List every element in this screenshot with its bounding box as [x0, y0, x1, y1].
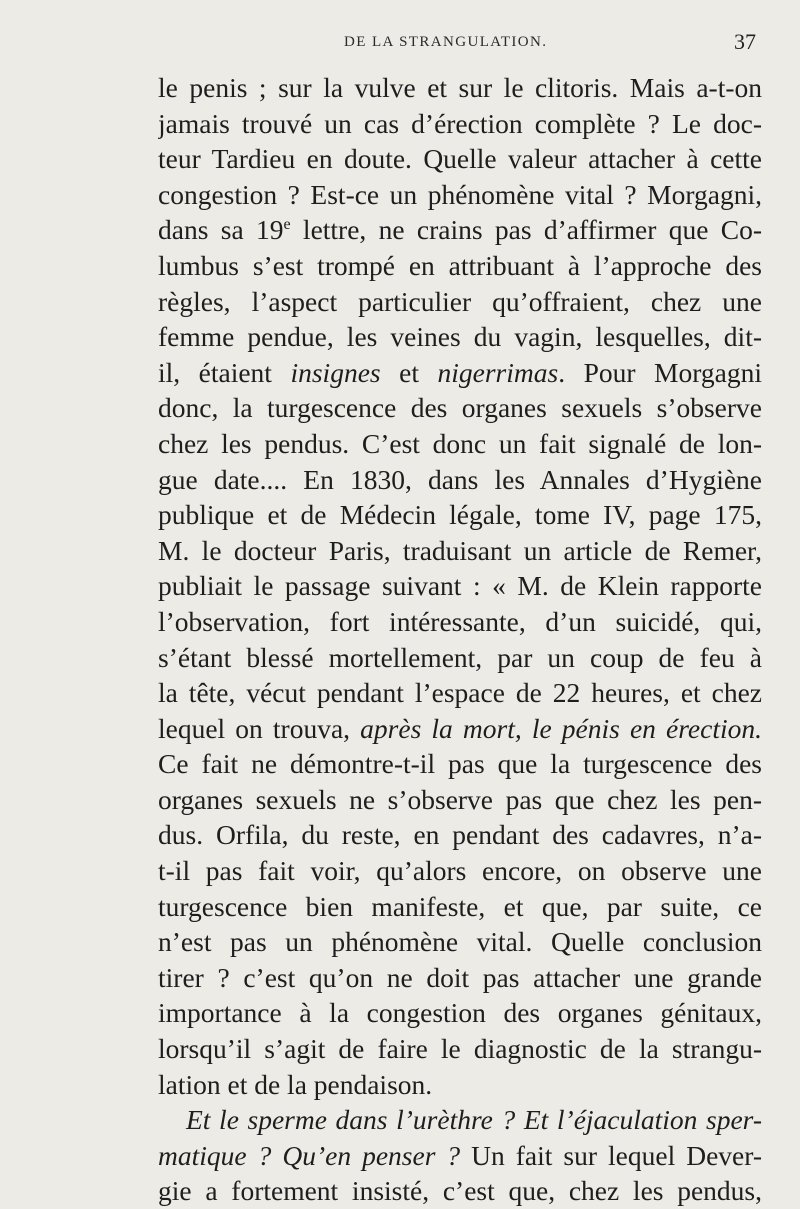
text-segment: lumbus s’est trompé en attribuant à l’approche des [158, 249, 762, 281]
text-line [158, 497, 762, 533]
text-segment: gie a fortement insisté, c’est que, chez les pendus, [158, 1175, 762, 1207]
text-segment: le penis ; sur la vulve et sur le clitoris. Mais a-t-on [158, 72, 762, 103]
text-segment: la tête, vécut pendant l’espace de 22 heures, et chez [158, 677, 762, 709]
text-line [158, 1067, 762, 1103]
text-line [158, 355, 762, 391]
text-segment: donc, la turgescence des organes sexuels s’observe [158, 392, 762, 424]
text-segment: l’observation, fort intéressante, d’un suicidé, qui, [158, 605, 762, 637]
text-segment: Un fait sur lequel Dever- [460, 1139, 762, 1171]
text-segment: importance à la congestion des organes génitaux, [158, 997, 762, 1029]
text-line [158, 640, 762, 676]
italic-text: insignes [290, 356, 381, 388]
text-segment: dus. Orfila, du reste, en pendant des cadavres, n’a- [158, 819, 762, 851]
page-number: 37 [734, 29, 756, 54]
text-segment: tirer ? c’est qu’on ne doit pas attacher une grande [158, 961, 762, 993]
text-segment: teur Tardieu en doute. Quelle valeur attacher à cette [158, 143, 762, 175]
text-segment: lequel on trouva, [158, 712, 361, 744]
text-line [158, 711, 762, 747]
text-line [158, 782, 762, 818]
text-line [158, 248, 762, 284]
text-segment: publiait le passage suivant : « M. de Klein rapporte [158, 570, 762, 602]
text-segment: chez les pendus. C’est donc un fait signalé de lon- [158, 427, 762, 459]
text-line [158, 212, 762, 248]
text-line [158, 746, 762, 782]
text-segment: M. le docteur Paris, traduisant un article de Remer, [158, 534, 762, 566]
text-segment: n’est pas un phénomène vital. Quelle conclusion [158, 926, 762, 958]
text-segment: s’étant blessé mortellement, par un coup de feu à [158, 641, 762, 673]
text-segment: femme pendue, les veines du vagin, lesquelles, dit- [158, 321, 762, 353]
italic-text: après la mort, le pénis en érection. [360, 712, 762, 744]
text-line [158, 1102, 762, 1138]
text-line [158, 995, 762, 1031]
text-line [158, 284, 762, 320]
text-line [158, 462, 762, 498]
text-line [158, 817, 762, 853]
text-line [158, 568, 762, 604]
text-line [158, 319, 762, 355]
text-segment: gue date.... En 1830, dans les Annales d’Hygiène [158, 463, 762, 495]
text-segment: règles, l’aspect particulier qu’offraient, chez une [158, 285, 762, 317]
italic-text: nigerrimas [437, 356, 559, 388]
running-head [0, 29, 800, 56]
text-line [158, 853, 762, 889]
text-segment: il, étaient [158, 356, 291, 388]
text-segment: jamais trouvé un cas d’érection complète ? Le doc- [158, 107, 762, 139]
running-title: DE LA STRANGULATION. [344, 34, 548, 50]
text-line [158, 533, 762, 569]
italic-text: Et le sperme dans l’urèthre ? Et l’éjaculation sper- [186, 1104, 762, 1136]
text-segment: lorsqu’il s’agit de faire le diagnostic de la strangu- [158, 1033, 762, 1065]
text-segment: turgescence bien manifeste, et que, par suite, ce [158, 890, 762, 922]
text-segment: publique et de Médecin légale, tome IV, page 175, [158, 499, 762, 531]
text-line [158, 70, 762, 106]
text-line [158, 924, 762, 960]
text-line [158, 106, 762, 142]
text-line [158, 1031, 762, 1067]
text-segment: dans sa 19 [158, 214, 284, 246]
text-segment: . Pour Morgagni [558, 356, 762, 388]
text-line [158, 889, 762, 925]
text-line [158, 675, 762, 711]
text-line [158, 426, 762, 462]
text-line [158, 960, 762, 996]
text-line [158, 1173, 762, 1209]
text-line [158, 1138, 762, 1174]
text-line [158, 390, 762, 426]
text-segment: t-il pas fait voir, qu’alors encore, on observe une [158, 855, 762, 887]
text-line [158, 604, 762, 640]
italic-text: matique ? Qu’en penser ? [158, 1139, 461, 1171]
text-segment: lation et de la pendaison. [158, 1068, 433, 1100]
text-line [158, 141, 762, 177]
text-segment: Ce fait ne démontre-t-il pas que la turgescence des [158, 748, 762, 780]
superscript: e [283, 216, 291, 234]
text-line [158, 177, 762, 213]
text-segment: organes sexuels ne s’observe pas que chez les pen- [158, 783, 762, 815]
text-segment: lettre, ne crains pas d’affirmer que Co- [290, 214, 762, 246]
text-segment: congestion ? Est-ce un phénomène vital ? Morgagni, [158, 178, 762, 210]
text-segment: et [380, 356, 438, 388]
body-text [158, 70, 762, 1209]
